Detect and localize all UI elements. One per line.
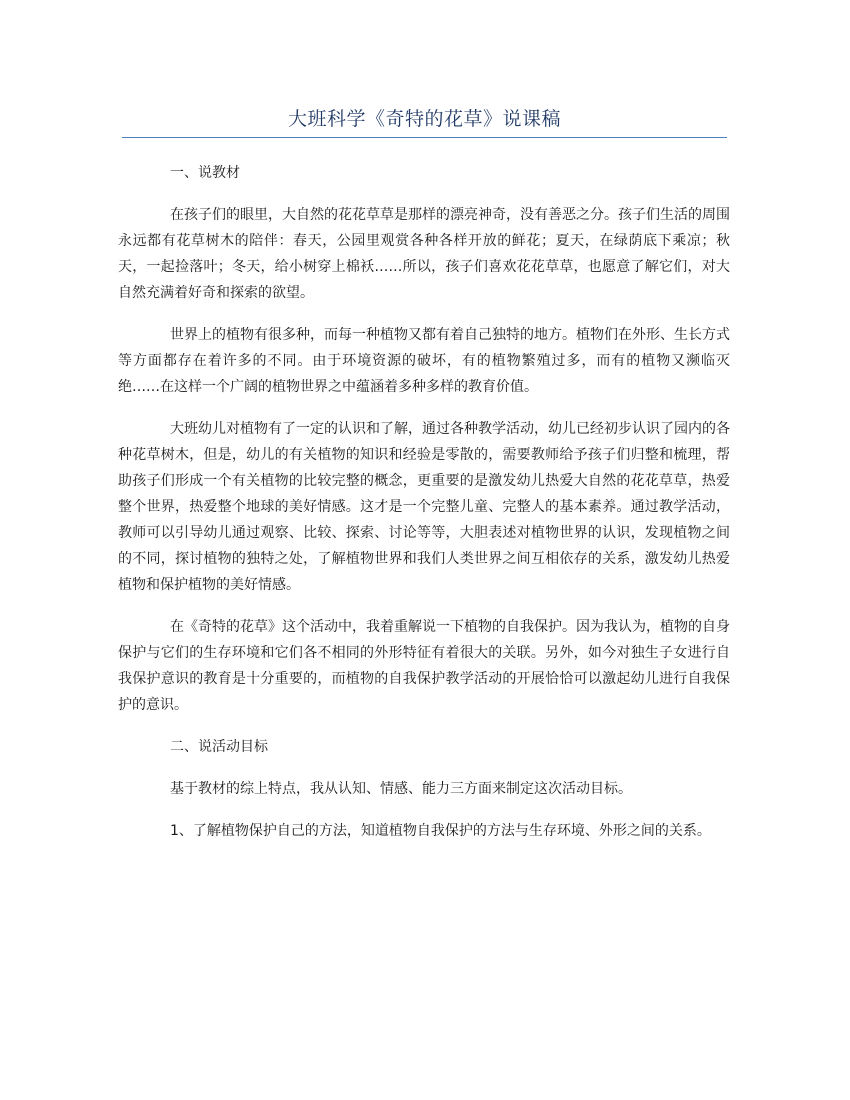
section-heading-teaching-material: 一、说教材 — [170, 165, 240, 181]
paragraph: 1、了解植物保护自己的方法，知道植物自我保护的方法与生存环境、外形之间的关系。 — [170, 823, 711, 839]
paragraph: 世界上的植物有很多种，而每一种植物又都有着自己独特的地方。植物们在外形、生长方式等方面都存在着许多的不同。由于环境资源的破坏，有的植物繁殖过多，而有的植物又濒临灭绝……在这样一个广阔的植物世界之中蕴涵着多种多样的教育价值。 — [118, 327, 730, 395]
title-underline — [122, 137, 727, 138]
paragraph: 在孩子们的眼里，大自然的花花草草是那样的漂亮神奇，没有善恶之分。孩子们生活的周围永远都有花草树木的陪伴：春天，公园里观赏各种各样开放的鲜花；夏天，在绿荫底下乘凉；秋天，一起捡落叶；冬天，给小树穿上棉袄……所以，孩子们喜欢花花草草，也愿意了解它们，对大自然充满着好奇和探索的欲望。 — [118, 207, 730, 301]
paragraph: 大班幼儿对植物有了一定的认识和了解，通过各种教学活动，幼儿已经初步认识了园内的各种花草树木，但是，幼儿的有关植物的知识和经验是零散的，需要教师给予孩子们归整和梳理，帮助孩子们形成一个有关植物的比较完整的概念，更重要的是激发幼儿热爱大自然的花花草草，热爱整个世界，热爱整个地球的美好情感。这才是一个完整儿童、完整人的基本素养。通过教学活动，教师可以引导幼儿通过观察、比较、探索、讨论等等，大胆表述对植物世界的认识，发现植物之间的不同，探讨植物的独特之处，了解植物世界和我们人类世界之间互相依存的关系，激发幼儿热爱植物和保护植物的美好情感。 — [118, 421, 730, 593]
document-body — [118, 160, 730, 860]
document-title: 大班科学《奇特的花草》说课稿 — [287, 108, 561, 130]
paragraph: 在《奇特的花草》这个活动中，我着重解说一下植物的自我保护。因为我认为，植物的自身保护与它们的生存环境和它们各不相同的外形特征有着很大的关联。另外，如今对独生子女进行自我保护意识的教育是十分重要的，而植物的自我保护教学活动的开展恰恰可以激起幼儿进行自我保护的意识。 — [118, 619, 730, 713]
paragraph: 基于教材的综上特点，我从认知、情感、能力三方面来制定这次活动目标。 — [170, 781, 632, 797]
section-heading-activity-goals: 二、说活动目标 — [170, 739, 268, 755]
